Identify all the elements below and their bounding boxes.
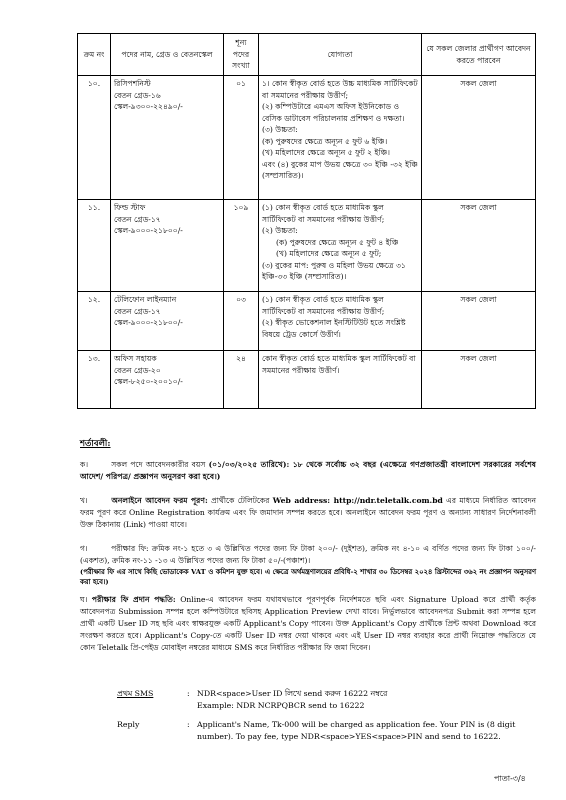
condition-text: এর মাধ্যমে নির্ধারিত আবেদন ফরম পূরণ করে Online Registration কার্যক্রম এবং ফি জমাদান সম্পন্ন করতে হবে। অনলাইনে আবেদন ফরম পূরণ ও অন্যান্য সাধারণ নির্দেশনাবলী উক্ত ঠিকানায় (Link) পাওয়া যাবে। [80, 496, 537, 529]
condition-text: প্রার্থীকে টেলিটকের [211, 496, 270, 505]
row-count: ০১ [224, 76, 259, 200]
row-post [111, 351, 224, 409]
condition-bold-text: অনলাইনে আবেদন ফরম পূরণ: [111, 496, 208, 505]
post-name: ফিল্ড স্টাফ [114, 203, 146, 212]
row-post [111, 76, 224, 200]
post-name: অফিস সহায়ক [114, 354, 157, 363]
table-header-row [78, 34, 536, 76]
condition-gha [80, 594, 536, 654]
condition-label: ক। [80, 460, 89, 469]
qualification-line: (১) কোন স্বীকৃত বোর্ড হতে মাধ্যমিক স্কুল সার্টিফিকেট বা সমমানের পরীক্ষায় উত্তীর্ণ; [262, 203, 385, 224]
post-scale: স্কেল-৯৩০০-২২৪৯০/- [114, 102, 183, 111]
qualification-line: (২) কম্পিউটারে এমএস অফিস ইউনিকোড ও বেসিক ডাটাবেস পরিচালনায় প্রশিক্ষণ ও দক্ষতা। [262, 102, 405, 123]
post-name: টেলিফোন লাইনম্যান [114, 295, 177, 304]
post-grade: বেতন গ্রেড-১৭ [114, 214, 161, 224]
qualification-line: (খ) মহিলাদের ক্ষেত্রে অন্যূন ৫ ফুট ২ ইঞ্চি। [262, 148, 390, 157]
row-qualification [259, 351, 422, 409]
row-count: ০৩ [224, 292, 259, 351]
post-scale: স্কেল-৮২৫০-২০০১০/- [114, 377, 183, 386]
post-grade: বেতন গ্রেড-২০ [114, 365, 161, 375]
header-qualification: যোগ্যতা [259, 34, 422, 76]
row-qualification [259, 200, 422, 292]
row-district: সকল জেলা [422, 200, 536, 292]
condition-bold-text: পরীক্ষার ফি প্রদান পদ্ধতি: [91, 595, 176, 604]
condition-bold-text: (০১/০৩/২০২৫ তারিখে): ১৮ থেকে সর্বোচ্চ ৩২ বছর (এক্ষেত্রে গণপ্রজাতন্ত্রী বাংলাদেশ সরকারের সর্বশেষ আদেশ/ পরিপত্র/ প্রজ্ঞাপন অনুসরণ করা হবে।) [80, 460, 536, 481]
sms-first-line: NDR<space>User ID লিখে send করুন 16222 নম্বরে [197, 689, 388, 698]
table-row [78, 292, 536, 351]
row-serial: ১৩. [78, 351, 111, 409]
qualification-line: (ক) পুরুষদের ক্ষেত্রে অন্যূন ৫ ফুট ৬ ইঞ্চি। [262, 136, 388, 146]
conditions-heading: শর্তাবলী: [80, 439, 111, 449]
sms-reply-label: Reply [117, 720, 140, 729]
condition-kha [80, 495, 536, 531]
header-district: যে সকল জেলার প্রার্থীগণ আবেদন করতে পারবেন [422, 34, 536, 76]
condition-ga [80, 543, 536, 587]
row-count: ২৪ [224, 351, 259, 409]
row-post [111, 200, 224, 292]
qualification-line: (১) কোন স্বীকৃত বোর্ড হতে মাধ্যমিক স্কুল সার্টিফিকেট বা সমমানের পরীক্ষায় উত্তীর্ণ; [262, 295, 385, 316]
table-row [78, 351, 536, 409]
row-district: সকল জেলা [422, 76, 536, 200]
condition-label: খ। [80, 496, 88, 505]
qualification-line: (খ) মহিলাদের ক্ষেত্রে অন্যূন ৫ ফুট; [276, 249, 382, 258]
qualification-line: কোন স্বীকৃত বোর্ড হতে মাধ্যমিক স্কুল সার্টিফিকেট বা সমমানের পরীক্ষায় উত্তীর্ণ। [262, 354, 416, 375]
row-district: সকল জেলা [422, 292, 536, 351]
qualification-line: (৩) উচ্চতা: [262, 125, 298, 134]
row-qualification [259, 76, 422, 200]
post-scale: স্কেল-৯০০০-২১৮০০/- [114, 226, 183, 235]
row-post [111, 292, 224, 351]
page-number: পাতা-৩/৪ [494, 774, 526, 783]
qualification-line: (ক) পুরুষদের ক্ষেত্রে অন্যূন ৫ ফুট ৪ ইঞ্চি [276, 237, 399, 247]
condition-text: Online-এ আবেদন ফরম যথাযথভাবে পূরণপূর্বক নির্দেশমতে ছবি এবং Signature Upload করে প্রার্থী কর্তৃক আবেদনপত্র Submission সম্পন্ন হলে কম্পিউটারে ছবিসহ Application Preview দেখা যাবে। নির্ভুলভাবে আবেদনপত্র Submit করা সম্পন্ন হলে প্রার্থী একটি User ID সহ ছবি এবং স্বাক্ষরযুক্ত একটি Applicant's Copy পাবেন। উক্ত Applicant's Copy প্রার্থীকে প্রিন্ট অথবা Download করে সংরক্ষণ করতে হবে। Applicant's Copy-তে একটি User ID নম্বর দেয়া থাকবে এবং এই User ID নম্বর ব্যবহার করে প্রার্থী নিম্নোক্ত পদ্ধতিতে যে কোন Teletalk প্রি-পেইড মোবাইল নম্বরের মাধ্যমে SMS করে নির্ধারিত পরীক্ষার ফি জমা দিবেন। [80, 595, 536, 652]
condition-text: পরীক্ষার ফি: ক্রমিক নং-১ হতে ৩ এ উল্লিখিত পদের জন্য ফি টাকা ২০০/- (দুইশত), ক্রমিক নং ৪-১০ এ বর্ণিত পদের জন্য ফি টাকা ১০০/- (একশত), ক্রমিক নং-১১ -১৩ এ উল্লিখিত পদের জন্য ফি টাকা ৫০/-(পঞ্চাশ)। [80, 544, 536, 565]
post-grade: বেতন গ্রেড-১৭ [114, 306, 161, 316]
qualification-line: ১। কোন স্বীকৃত বোর্ড হতে উচ্চ মাধ্যমিক সার্টিফিকেট বা সমমানের পরীক্ষায় উত্তীর্ণ; [262, 79, 418, 100]
condition-label: ঘ। [80, 595, 88, 604]
qualification-line: (২) উচ্চতা: [262, 226, 298, 235]
table-row [78, 76, 536, 200]
sms-first-instruction [197, 688, 537, 712]
condition-label: গ। [80, 544, 88, 553]
condition-ka [80, 459, 536, 483]
row-serial: ১০. [78, 76, 111, 200]
sms-reply-text: Applicant's Name, Tk-000 will be charged as application fee. Your PIN is (8 digit number). To pay fee, type NDR<space>YES<space>PIN and send to 16222. [197, 720, 516, 741]
table-row [78, 200, 536, 292]
row-qualification [259, 292, 422, 351]
header-count: শূন্য পদের সংখ্যা [224, 34, 259, 76]
post-scale: স্কেল-৯০০০-২১৮০০/- [114, 318, 183, 327]
qualification-line: এবং (৪) বুকের মাপ উভয় ক্ষেত্রে ৩০ ইঞ্চি -৩২ ইঞ্চি (সম্প্রসারিত)। [262, 159, 418, 180]
row-district: সকল জেলা [422, 351, 536, 409]
row-serial: ১২. [78, 292, 111, 351]
post-name: রিসিপশনিস্ট [114, 79, 151, 88]
row-serial: ১১. [78, 200, 111, 292]
sms-first-label: প্রথম SMS [117, 689, 154, 698]
header-post: পদের নাম, গ্রেড ও বেতনস্কেল [111, 34, 224, 76]
sms-example-line: Example: NDR NCRPQBCR send to 16222 [197, 701, 365, 710]
condition-text: সকল পদে আবেদনকারীর বয়স [111, 460, 206, 469]
post-grade: বেতন গ্রেড-১৬ [114, 90, 161, 100]
sms-colon: : [187, 689, 190, 698]
sms-colon: : [187, 720, 190, 729]
posts-table [77, 33, 536, 409]
qualification-line: (৩) বুকের মাপ: পুরুষ ও মহিলা উভয় ক্ষেত্রে ৩১ ইঞ্চি-৩৩ ইঞ্চি (সম্প্রসারিত)। [262, 260, 406, 281]
header-serial: ক্রম নং [78, 34, 111, 76]
web-address-link[interactable]: Web address: http://ndr.teletalk.com.bd [272, 496, 443, 505]
qualification-line: (২) স্বীকৃত ভোকেশনাল ইনস্টিটিউট হতে সংশ্লিষ্ট বিষয়ে ট্রেড কোর্সে উত্তীর্ণ। [262, 318, 406, 339]
row-count: ১০৯ [224, 200, 259, 292]
condition-note: (পরীক্ষার ফি এর সাথে কিছি ভোডাকেক VAT ও কমিশন যুক্ত হবে। এ ক্ষেত্রে অর্থমন্ত্রণালয়ের প্রবিধি-২ শাখার ৩০ ডিসেম্বর ২০২৪ খ্রিস্টাব্দের ৩৬২ নং প্রজ্ঞাপন অনুসরণ করা হবে।) [80, 568, 536, 586]
